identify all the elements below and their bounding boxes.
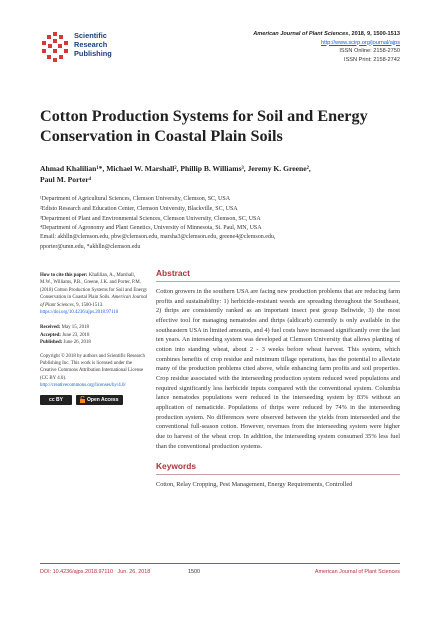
keywords-text: Cotton, Relay Cropping, Pest Management, Energy Requirements, Controlled <box>156 481 353 489</box>
issn-online: ISSN Online: 2158-2750 <box>339 48 400 55</box>
affiliation-1: ¹Department of Agricultural Sciences, Clemson University, Clemson, SC, USA <box>40 196 231 202</box>
license-link[interactable]: http://creativecommons.org/licenses/by/4.0/ <box>40 383 126 389</box>
cc-by-badge[interactable]: cc BY <box>40 395 72 405</box>
cite-text: Khalilian, A., Marshall, M.W., Williams, P.B., Greene, J.K. and Porter, P.M. (2018) Cotton Production Systems for Soil and Energy Conservation in Coastal Plain Soils. <box>40 273 148 301</box>
abstract-section <box>156 268 400 490</box>
journal-url-link[interactable]: http://www.scirp.org/journal/ajps <box>321 39 400 46</box>
cite-block <box>40 272 148 316</box>
sidebar-info <box>40 272 148 405</box>
author-emails <box>40 233 410 253</box>
emails-line-2: pporter@umn.edu, *akhlln@clemson.edu <box>40 243 141 250</box>
cite-doi-link[interactable]: https://doi.org/10.4236/ajps.2018.97110 <box>40 310 119 316</box>
author-list <box>40 164 410 185</box>
publisher-logo <box>40 30 160 66</box>
footer-divider <box>40 563 400 564</box>
authors-line-1: Ahmad Khalilian¹*, Michael W. Marshall², Phillip B. Williams³, Jeremy K. Greene², <box>40 164 311 173</box>
published-date: Published: June 26, 2018 <box>40 340 91 346</box>
open-lock-icon <box>80 396 85 403</box>
open-access-badge[interactable]: Open Access <box>76 395 123 405</box>
footer-journal-name: American Journal of Plant Sciences <box>314 569 400 575</box>
footer-doi: DOI: 10.4236/ajps.2018.97110 Jun. 26, 2018 <box>40 569 151 575</box>
authors-line-2: Paul M. Porter⁴ <box>40 174 91 184</box>
publisher-logo-icon <box>40 32 70 62</box>
abstract-text: Cotton growers in the southern USA are facing new production problems that are reducing farm profits and sustainability: 1) herbicide-resistant weeds are spreading throughout the Southeast, 2) thrips are consistently ranked as an important insect pest group Beltwide, 3) the most effective tool for managing nematodes and thrips (aldicarb) currently is only available in the southeastern USA in limited amounts, and 4) fuel costs have increased significantly over the last ten years. An interseeding system was developed at Clemson University that allows planting of cotton into standing wheat, about 2 - 3 weeks before wheat harvest. This system, which combines benefits of crop residue and minimum tillage operations, has the potential to alleviate many of the production problems cited above, while enhancing farm profits and soil properties. Crop residue associated with the interseeding production system reduced weed populations and required significantly less herbicide inputs compared with the conventional system. Columbia lance nematodes populations were reduced in the interseeding system by 83% without an application of nematicide. Populations of thrips were reduced by 74% in the interseeding production system. No differences were observed between the yields from interseeded and the conventional full-season cotton. However, revenues from the interseeding system were higher due to harvest of the wheat crop. In addition, the interseeding system consumed 35% less fuel than the conventional production systems. <box>156 288 400 450</box>
affiliation-4: ⁴Department of Agronomy and Plant Genetics, University of Minnesota, St. Paul, MN, USA <box>40 225 262 232</box>
abstract-heading: Abstract <box>156 268 400 282</box>
affiliation-2: ²Edisto Research and Education Center, Clemson University, Blackville, SC, USA <box>40 205 238 212</box>
cite-volume: , 9, 1500-1513. <box>73 302 104 308</box>
journal-citation: American Journal of Plant Sciences, 2018, 9, 1500-1513 <box>253 31 400 37</box>
emails-line-1: Email: akhlln@clemson.edu, pbw@clemson.edu, marsha3@clemson.edu, greene4@clemson.edu, <box>40 234 276 240</box>
cite-journal: American Journal of Plant Sciences <box>40 295 148 308</box>
journal-info <box>253 30 400 64</box>
accepted-date: Accepted: June 23, 2018 <box>40 332 90 338</box>
issn-print: ISSN Print: 2158-2742 <box>344 56 400 63</box>
page-number: 1500 <box>188 569 200 575</box>
affiliations <box>40 195 410 234</box>
copyright-block <box>40 353 148 390</box>
received-date: Received: May 15, 2018 <box>40 325 89 331</box>
cite-label: How to cite this paper: <box>40 273 88 278</box>
affiliation-3: ³Department of Plant and Environmental Sciences, Clemson University, Clemson, SC, USA <box>40 215 261 222</box>
keywords-heading: Keywords <box>156 461 400 475</box>
license-badges <box>40 395 148 405</box>
paper-title: Cotton Production Systems for Soil and Energy Conservation in Coastal Plain Soils <box>40 107 368 145</box>
publisher-name: Scientific Research Publishing <box>74 31 112 58</box>
copyright-text: Copyright © 2018 by authors and Scientific Research Publishing Inc. This work is licensed under the Creative Commons Attribution International License (CC BY 4.0). <box>40 353 145 381</box>
